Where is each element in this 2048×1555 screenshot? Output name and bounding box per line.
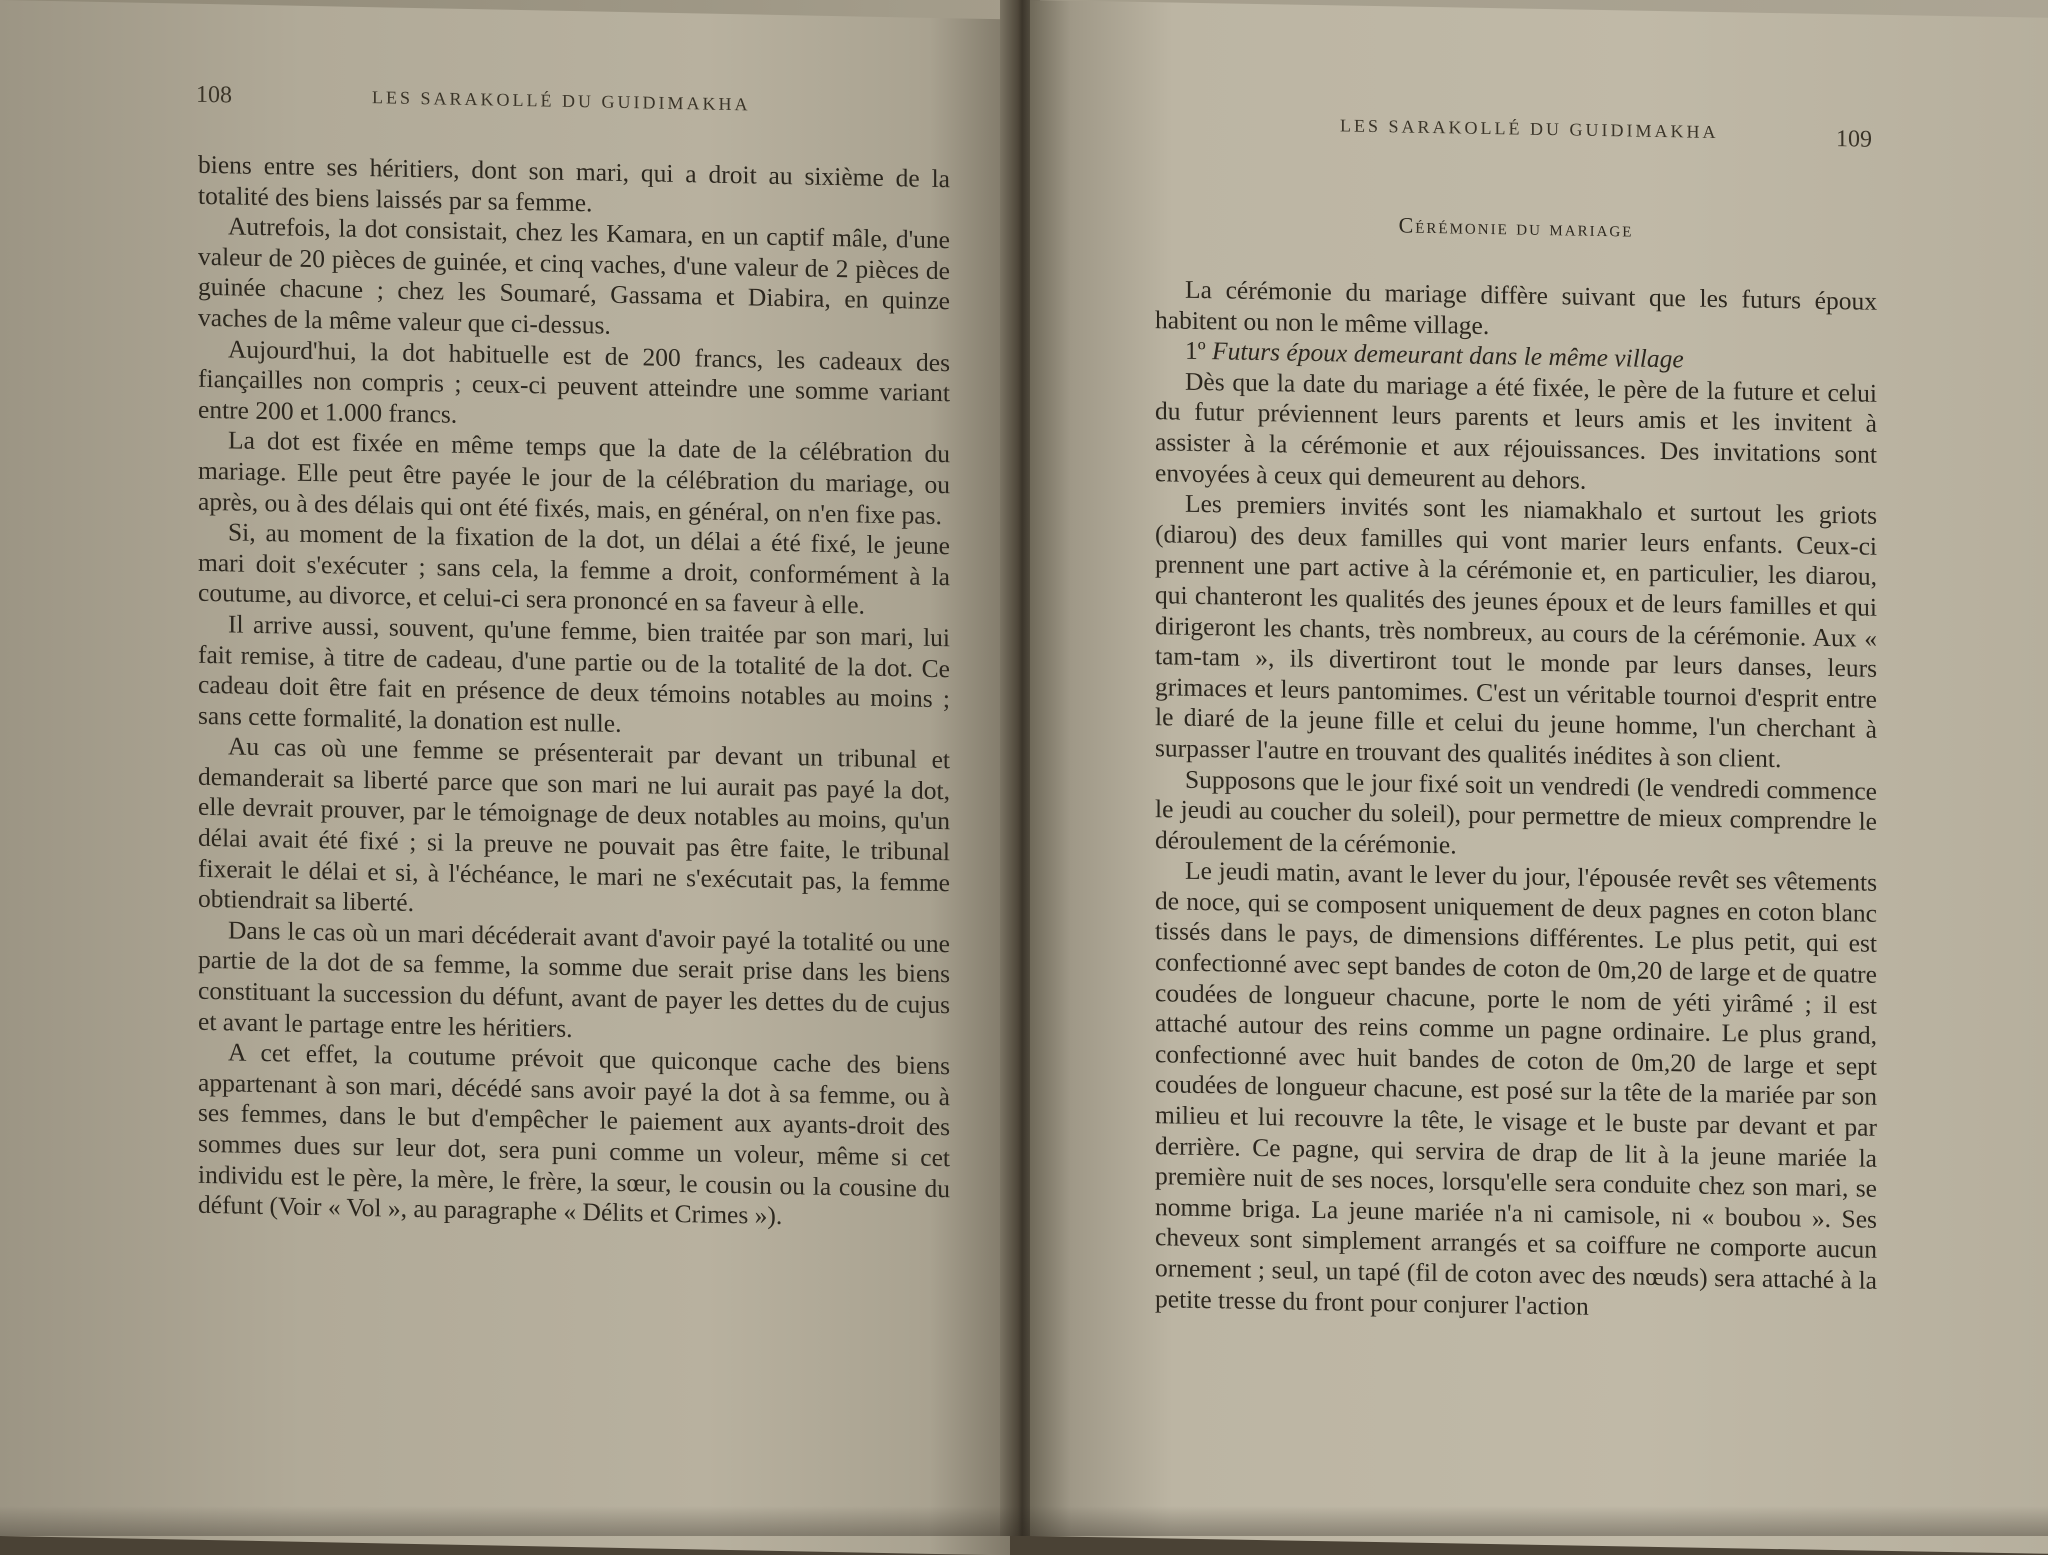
subheading-text: Futurs époux demeurant dans le même village <box>1212 336 1684 374</box>
left-page-body <box>198 150 950 1235</box>
paragraph: Dans le cas où un mari décéderait avant d'avoir payé la totalité ou une partie de la dot de sa femme, la somme due serait prise dans les biens constituant la succession du défunt, avant de payer les dettes du de cujus et avant le partage entre les héritiers. <box>198 915 950 1043</box>
running-head-right: LES SARAKOLLÉ DU GUIDIMAKHA <box>1340 115 1719 143</box>
subheading-number: 1º <box>1185 335 1206 366</box>
paragraph: Les premiers invités sont les niamakhalo et surtout les griots (diarou) des deux familles qui vont marier leurs enfants. Ceux-ci prennent une part active à la cérémonie et, en particulier, les diarou, qui chanteront les qualités des jeunes époux et de leurs familles et qui dirigeront les chants, très nombreux, au cours de la cérémonie. Aux « tam-tam », ils divertiront tout le monde par leurs danses, leurs grimaces et leurs pantomimes. C'est un véritable tournoi d'esprit entre le diaré de la jeune fille et celui du jeune homme, l'un cherchant à surpasser l'autre en trouvant des qualités inédites à son client. <box>1155 488 1877 774</box>
paragraph: Au cas où une femme se présenterait par devant un tribunal et demanderait sa liberté parce que son mari ne lui aurait pas payé la dot, elle devrait prouver, par le témoignage de deux notables au moins, qu'un délai avait été fixé ; si la preuve ne pouvait pas être faite, le tribunal fixerait le délai et si, à l'échéance, le mari ne s'exécutait pas, la femme obtiendrait sa liberté. <box>198 731 950 918</box>
page-number-right: 109 <box>1836 126 1872 153</box>
paragraph: Supposons que le jour fixé soit un vendredi (le vendredi commence le jeudi au coucher du soleil), pour permettre de mieux comprendre le déroulement de la cérémonie. <box>1155 764 1877 860</box>
paragraph: Si, au moment de la fixation de la dot, un délai a été fixé, le jeune mari doit s'exécuter ; sans cela, la femme a droit, conformément à la coutume, au divorce, et celui-ci sera prononcé en sa faveur à elle. <box>198 517 950 620</box>
right-page <box>1030 0 2048 1554</box>
paragraph: A cet effet, la coutume prévoit que quiconque cache des biens appartenant à son mari, décédé sans avoir payé la dot à sa femme, ou à ses femmes, dans le but d'empêcher le paiement aux ayants-droit des sommes dues sur leur dot, sera puni comme un voleur, même si cet individu est le père, la mère, le frère, la sœur, le cousin ou la cousine du défunt (Voir « Vol », au paragraphe « Délits et Crimes »). <box>198 1037 950 1231</box>
page-number-left: 108 <box>196 81 232 109</box>
section-title: Cérémonie du mariage <box>1398 212 1634 242</box>
paragraph: Le jeudi matin, avant le lever du jour, l'épousée revêt ses vêtements de noce, qui se composent uniquement de deux pagnes en coton blanc tissés dans le pays, de dimensions différentes. Le plus petit, qui est confectionné avec sept bandes de coton de 0m,20 de large et de quatre coudées de longueur chacune, porte le nom de yéti yirâmé ; il est attaché autour des reins comme un pagne ordinaire. Le plus grand, confectionné avec huit bandes de coton de 0m,20 de large et sept coudées de longueur chacune, est posé sur la tête de la mariée par son milieu et lui recouvre la tête, le visage et le buste par devant et par derrière. Ce pagne, qui servira de drap de lit à la jeune mariée la première nuit de ses noces, lorsqu'elle sera conduite chez son mari, se nomme briga. La jeune mariée n'a ni camisole, ni « boubou ». Ses cheveux sont simplement arrangés et sa coiffure ne comporte aucun ornement ; seul, un tapé (fil de coton avec des nœuds) sera attaché à la petite tresse du front pour conjurer l'action <box>1155 855 1877 1321</box>
left-page <box>0 0 1010 1555</box>
bottom-shadow <box>0 1506 2048 1536</box>
paragraph: Aujourd'hui, la dot habituelle est de 200 francs, les cadeaux des fiançailles non compris ; ceux-ci peuvent atteindre une somme variant entre 200 et 1.000 francs. <box>198 333 950 429</box>
intro-paragraph: La cérémonie du mariage diffère suivant que les futurs époux habitent ou non le même village. <box>1155 274 1877 340</box>
paragraph: La dot est fixée en même temps que la date de la célébration du mariage. Elle peut être payée le jour de la célébration du mariage, ou après, ou à des délais qui ont été fixés, mais, en général, on n'en fixe pas. <box>198 425 950 530</box>
paragraph: biens entre ses héritiers, dont son mari, qui a droit au sixième de la totalité des biens laissés par sa femme. <box>198 149 950 217</box>
paragraph: Il arrive aussi, souvent, qu'une femme, bien traitée par son mari, lui fait remise, à titre de cadeau, d'une partie ou de la totalité de la dot. Ce cadeau doit être fait en présence de deux témoins notables au moins ; sans cette formalité, la donation est nulle. <box>198 609 950 738</box>
running-head-left: LES SARAKOLLÉ DU GUIDIMAKHA <box>372 87 751 115</box>
paragraph: Autrefois, la dot consistait, chez les Kamara, en un captif mâle, d'une valeur de 20 pièces de guinée, et cinq vaches, d'une valeur de 2 pièces de guinée chacune ; chez les Soumaré, Gassama et Diabira, en quinze vaches de la même valeur que ci-dessus. <box>198 211 950 340</box>
paragraph: Dès que la date du mariage a été fixée, le père de la future et celui du futur préviennent leurs parents et leurs amis et les invitent à assister à la cérémonie et aux réjouissances. Des invitations sont envoyées à ceux qui demeurent au dehors. <box>1155 366 1877 495</box>
right-page-body <box>1155 274 1877 1327</box>
